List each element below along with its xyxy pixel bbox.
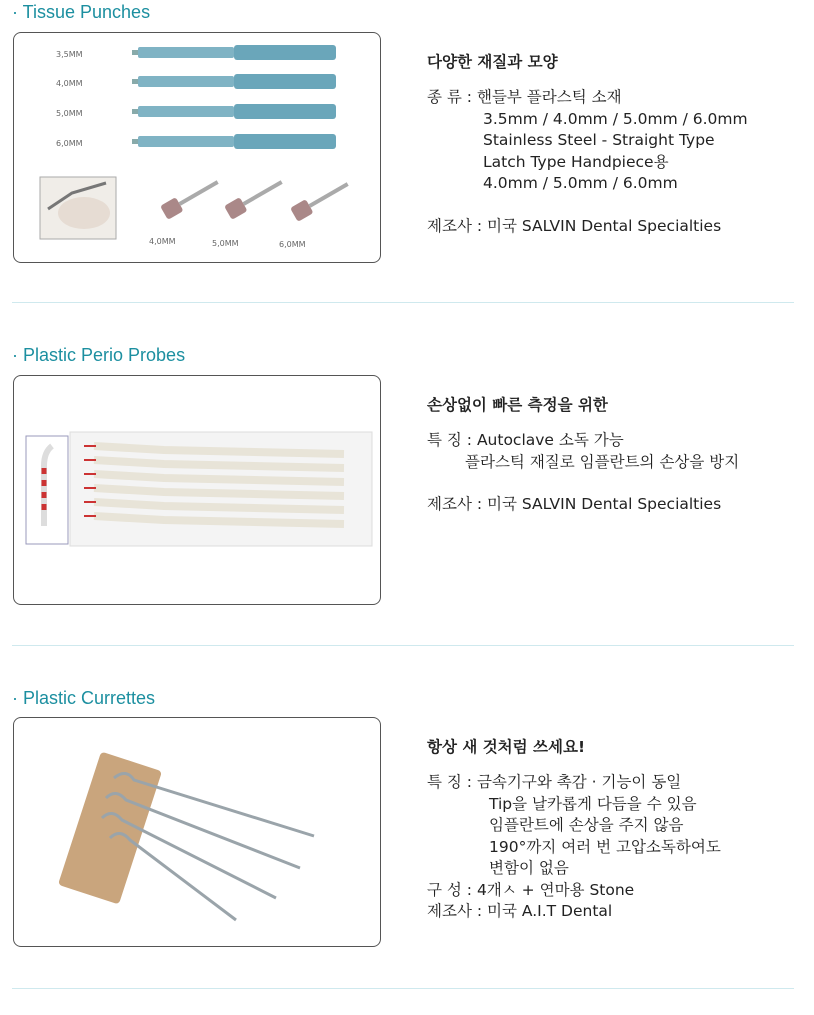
manufacturer-line: 제조사 : 미국 SALVIN Dental Specialties bbox=[427, 216, 722, 235]
tip-size-label: 4,0MM bbox=[149, 237, 176, 246]
section-title-tissue-punches: · Tissue Punches bbox=[12, 2, 151, 22]
type-line: 종 류 : 핸들부 플라스틱 소재 bbox=[427, 88, 622, 106]
feature-line: 특 징 : 금속기구와 촉감 · 기능이 동일 bbox=[427, 773, 682, 791]
type-detail: Latch Type Handpiece용 bbox=[483, 152, 669, 171]
section-divider bbox=[12, 302, 794, 303]
section-divider bbox=[12, 988, 794, 989]
feature-line: 특 징 : Autoclave 소독 가능 bbox=[427, 431, 624, 449]
feature-detail: Tip을 날카롭게 다듬을 수 있음 bbox=[489, 794, 697, 813]
punch-size-label: 5,0MM bbox=[56, 109, 83, 118]
manufacturer-line: 제조사 : 미국 A.I.T Dental bbox=[427, 902, 613, 920]
currettes-image bbox=[13, 717, 381, 947]
tissue-punches-image bbox=[13, 32, 381, 263]
section-heading: 손상없이 빠른 측정을 위한 bbox=[427, 395, 608, 414]
feature-detail: 190°까지 여러 번 고압소독하여도 bbox=[489, 837, 721, 856]
currettes-info bbox=[427, 715, 721, 923]
punch-size-label: 4,0MM bbox=[56, 79, 83, 88]
perio-probes-image bbox=[13, 375, 381, 605]
manufacturer-line: 제조사 : 미국 SALVIN Dental Specialties bbox=[427, 495, 722, 513]
section-heading: 다양한 재질과 모양 bbox=[427, 52, 558, 71]
type-detail: 3.5mm / 4.0mm / 5.0mm / 6.0mm bbox=[483, 109, 748, 128]
section-divider bbox=[12, 645, 794, 646]
composition-line: 구 성 : 4개ㅅ + 연마용 Stone bbox=[427, 880, 635, 899]
feature-detail: 플라스틱 재질로 임플란트의 손상을 방지 bbox=[465, 452, 740, 471]
punch-size-label: 3,5MM bbox=[56, 50, 83, 59]
tip-size-label: 5,0MM bbox=[212, 239, 239, 248]
tissue-punches-info bbox=[427, 30, 748, 237]
feature-detail: 임플란트에 손상을 주지 않음 bbox=[489, 816, 684, 834]
hand-photo bbox=[40, 177, 116, 239]
type-detail: Stainless Steel - Straight Type bbox=[483, 131, 715, 149]
punch-instruments bbox=[56, 45, 336, 149]
latch-tips bbox=[149, 175, 352, 249]
type-detail: 4.0mm / 5.0mm / 6.0mm bbox=[483, 174, 678, 192]
punch-size-label: 6,0MM bbox=[56, 139, 83, 148]
section-title-currettes: · Plastic Currettes bbox=[12, 688, 156, 708]
section-title-perio-probes: · Plastic Perio Probes bbox=[12, 345, 186, 365]
tip-size-label: 6,0MM bbox=[279, 240, 306, 249]
section-heading: 항상 새 것처럼 쓰세요! bbox=[427, 737, 586, 756]
feature-detail: 변함이 없음 bbox=[489, 859, 569, 877]
perio-probes-info bbox=[427, 373, 739, 516]
